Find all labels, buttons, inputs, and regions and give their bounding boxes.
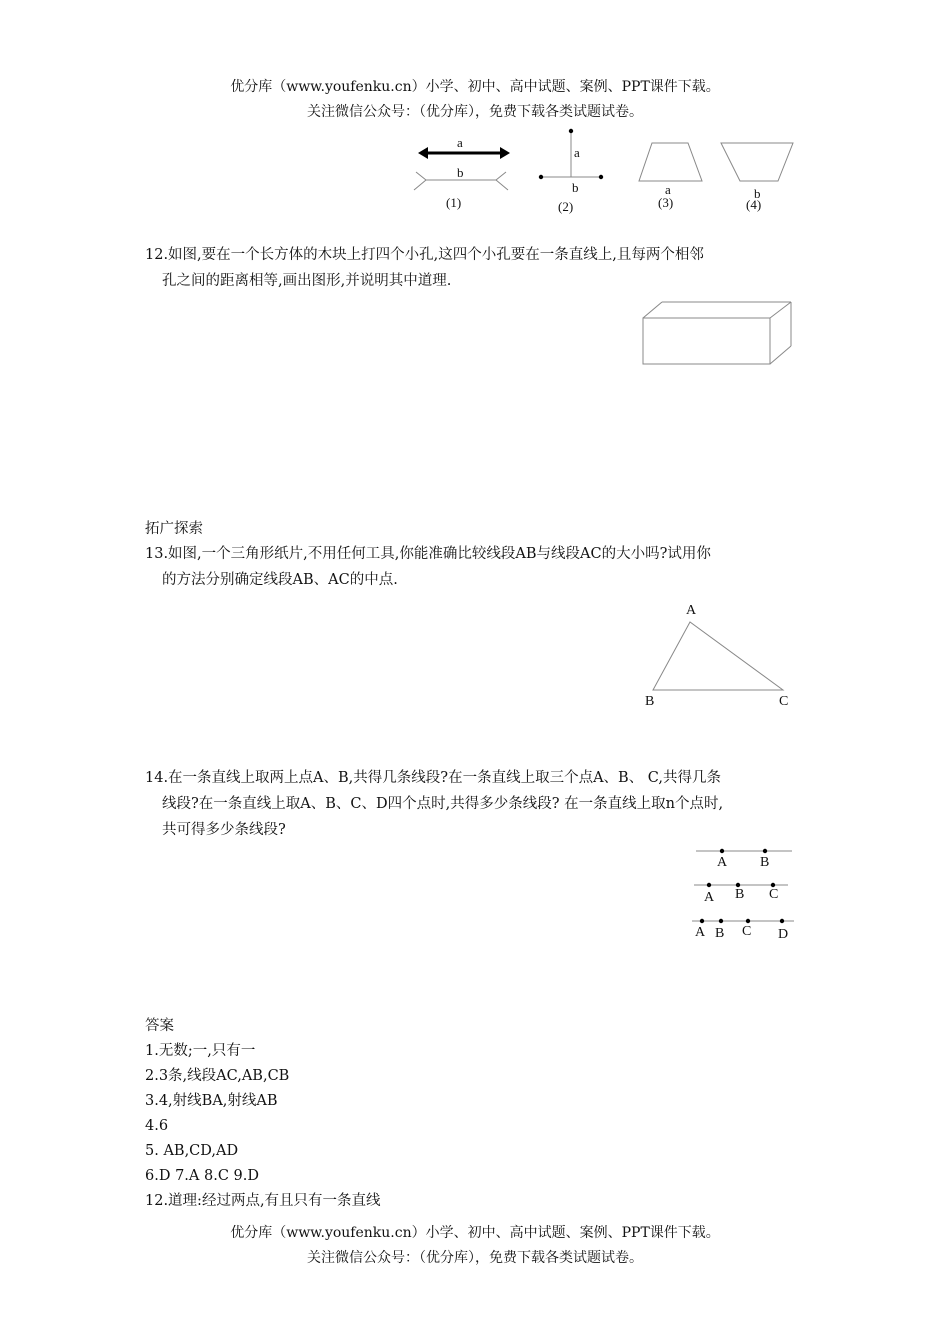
- points-on-lines-figure: [690, 845, 800, 930]
- row2-label-c: C: [769, 887, 779, 902]
- q12-line-2: 孔之间的距离相等,画出图形,并说明其中道理.: [162, 273, 452, 289]
- cuboid-edge-bottom-right: [770, 346, 791, 364]
- point-left: [539, 175, 543, 179]
- section-title: 拓广探索: [145, 521, 203, 537]
- answer-item: 4.6: [145, 1118, 169, 1134]
- answer-item: 5. AB,CD,AD: [145, 1143, 239, 1159]
- row3-point-a: [700, 919, 704, 923]
- answer-item: 3.4,射线BA,射线AB: [145, 1093, 278, 1109]
- answers-title: 答案: [145, 1018, 174, 1034]
- row1-point-a: [720, 849, 724, 853]
- row1-label-a: A: [717, 855, 728, 870]
- row3-label-b: B: [715, 926, 725, 941]
- fig2-label-b: b: [572, 180, 579, 195]
- cuboid-edge-top-left: [643, 302, 662, 318]
- header-line-1: 优分库（www.youfenku.cn）小学、初中、高中试题、案例、PPT课件下载。: [230, 79, 720, 95]
- cuboid-front-face: [643, 318, 770, 364]
- row3-label-a: A: [695, 925, 706, 940]
- triangle-label-c: C: [779, 694, 789, 709]
- row3-point-b: [719, 919, 723, 923]
- header-line-2: 关注微信公众号：（优分库），免费下载各类试题试卷。: [307, 104, 643, 120]
- figure-4-inverted-trapezoid: [718, 140, 796, 185]
- segment-b-tick-left: [416, 172, 426, 180]
- fig2-caption: (2): [558, 199, 574, 214]
- q14-line-3: 共可得多少条线段?: [162, 822, 286, 838]
- answer-item: 1.无数;一,只有一: [145, 1043, 256, 1059]
- inverted-trapezoid-shape: [721, 143, 793, 181]
- row3-point-d: [780, 919, 784, 923]
- answer-item: 2.3条,线段AC,AB,CB: [145, 1068, 290, 1084]
- trapezoid-shape: [639, 143, 702, 181]
- segment-b-tick-right: [496, 172, 506, 180]
- fig2-label-a: a: [574, 145, 580, 160]
- point-right: [599, 175, 603, 179]
- triangle-figure: [650, 620, 790, 695]
- fig4-caption: (4): [746, 197, 762, 212]
- figure-1-double-arrow: [410, 138, 520, 198]
- answer-item: 6.D 7.A 8.C 9.D: [145, 1168, 259, 1184]
- row3-label-c: C: [742, 924, 752, 939]
- point-top: [569, 129, 573, 133]
- row2-point-a: [707, 883, 711, 887]
- q12-line-1: 12.如图,要在一个长方体的木块上打四个小孔,这四个小孔要在一条直线上,且每两个相邻: [145, 247, 704, 263]
- footer-line-2: 关注微信公众号：（优分库），免费下载各类试题试卷。: [307, 1250, 643, 1266]
- figure-2-perpendicular: [535, 125, 610, 185]
- cuboid-edge-top-right: [770, 302, 791, 318]
- fig1-caption: (1): [446, 195, 462, 210]
- row1-label-b: B: [760, 855, 770, 870]
- row2-label-b: B: [735, 887, 745, 902]
- row2-label-a: A: [704, 890, 715, 905]
- q14-line-2: 线段?在一条直线上取A、B、C、D四个点时,共得多少条线段? 在一条直线上取n个点时,: [162, 796, 724, 812]
- row1-point-b: [763, 849, 767, 853]
- row3-point-c: [746, 919, 750, 923]
- triangle-label-b: B: [645, 694, 655, 709]
- fig1-label-a: a: [457, 135, 463, 150]
- q13-line-2: 的方法分别确定线段AB、AC的中点.: [162, 572, 398, 588]
- footer-line-1: 优分库（www.youfenku.cn）小学、初中、高中试题、案例、PPT课件下载。: [230, 1225, 720, 1241]
- row3-label-d: D: [778, 927, 789, 942]
- arrow-head-right: [500, 147, 510, 159]
- fig3-caption: (3): [658, 195, 674, 210]
- q14-line-1: 14.在一条直线上取两上点A、B,共得几条线段?在一条直线上取三个点A、B、 C,共得几条: [145, 770, 721, 786]
- triangle-label-a: A: [686, 603, 697, 618]
- arrow-head-left: [418, 147, 428, 159]
- fig3-label-a: a: [665, 182, 671, 197]
- triangle-abc: [653, 622, 783, 690]
- answer-item: 12.道理:经过两点,有且只有一条直线: [145, 1193, 381, 1209]
- fig4-label-b: b: [754, 186, 761, 201]
- fig1-label-b: b: [457, 165, 464, 180]
- cuboid-figure: [640, 298, 795, 368]
- figure-3-trapezoid: [636, 140, 706, 185]
- segment-b-line: [414, 180, 508, 190]
- q13-line-1: 13.如图,一个三角形纸片,不用任何工具,你能准确比较线段AB与线段AC的大小吗?试用你: [145, 546, 711, 562]
